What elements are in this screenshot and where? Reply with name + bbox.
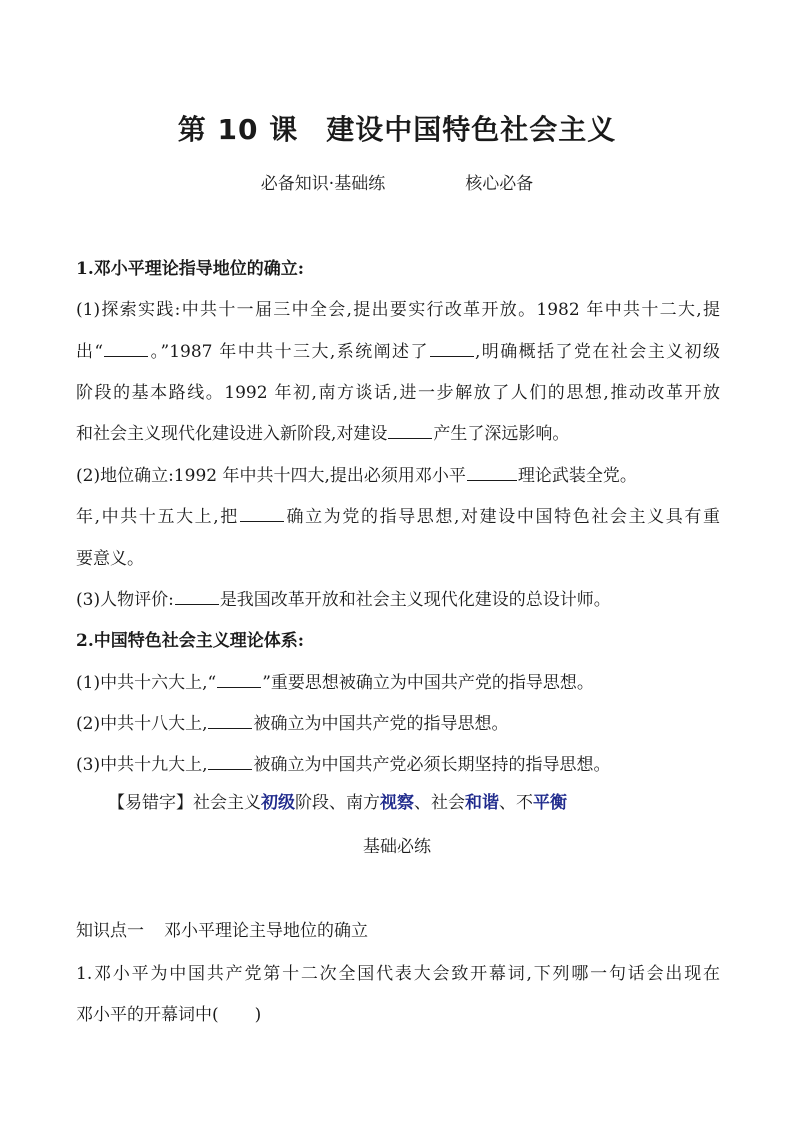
knowledge-point-label: 知识点一 xyxy=(76,921,144,941)
text-run: 出“ xyxy=(76,342,104,362)
text-run: ) xyxy=(254,1005,262,1025)
subtitle-left: 必备知识·基础练 xyxy=(260,174,386,194)
text-run: 产生了深远影响。 xyxy=(433,424,570,444)
fill-blank[interactable] xyxy=(240,507,284,522)
highlighted-word: 和谐 xyxy=(465,793,499,813)
text-run: (3)人物评价: xyxy=(76,590,174,610)
text-run: 阶段、南方 xyxy=(295,793,380,813)
fill-blank[interactable] xyxy=(217,673,261,688)
text-run: ,明确概括了党在社会主义初级 xyxy=(474,342,721,362)
section1-p2-line2 xyxy=(76,502,720,527)
highlighted-word: 视察 xyxy=(380,793,414,813)
text-run: 被确立为中国共产党必须长期坚持的指导思想。 xyxy=(253,755,611,775)
section1-p3 xyxy=(76,585,720,610)
text-run: 被确立为中国共产党的指导思想。 xyxy=(253,714,509,734)
section2-heading: 2.中国特色社会主义理论体系: xyxy=(76,631,305,651)
fill-blank[interactable] xyxy=(175,590,219,605)
section1-heading: 1.邓小平理论指导地位的确立: xyxy=(76,259,305,279)
text-run: 年,中共十五大上,把 xyxy=(76,507,239,527)
section1-p1-line3: 阶段的基本路线。1992 年初,南方谈话,进一步解放了人们的思想,推动改革开放 xyxy=(76,383,720,403)
text-run: 是我国改革开放和社会主义现代化建设的总设计师。 xyxy=(219,590,611,610)
question1-line1: 1.邓小平为中国共产党第十二次全国代表大会致开幕词,下列哪一句话会出现在 xyxy=(76,964,720,984)
text-run: 理论武装全党。 xyxy=(517,466,637,486)
text-run: 和社会主义现代化建设进入新阶段,对建设 xyxy=(76,424,388,444)
section1-p2-line1 xyxy=(76,461,720,486)
section1-p1-line1: (1)探索实践:中共十一届三中全会,提出要实行改革开放。1982 年中共十二大,提 xyxy=(76,300,720,320)
highlighted-word: 初级 xyxy=(261,793,295,813)
text-run: (1)中共十六大上,“ xyxy=(76,673,217,693)
lesson-number: 第 10 课 xyxy=(177,113,299,146)
fill-blank[interactable] xyxy=(388,424,432,439)
page-title xyxy=(0,108,794,148)
text-run: ”重要思想被确立为中国共产党的指导思想。 xyxy=(262,673,594,693)
section1-p2-line3: 要意义。 xyxy=(76,549,144,569)
fill-blank[interactable] xyxy=(104,342,148,357)
section1-p1-line4 xyxy=(76,419,720,444)
practice-header: 基础必练 xyxy=(363,837,431,857)
section2-item1 xyxy=(76,668,720,693)
knowledge-point-title xyxy=(76,916,720,941)
highlighted-word: 平衡 xyxy=(533,793,567,813)
fill-blank[interactable] xyxy=(467,466,517,481)
page-subtitle xyxy=(0,169,794,194)
text-run: (3)中共十九大上, xyxy=(76,755,208,775)
fill-blank[interactable] xyxy=(430,342,474,357)
fill-blank[interactable] xyxy=(208,755,252,770)
text-run: (2)地位确立:1992 年中共十四大,提出必须用邓小平 xyxy=(76,466,466,486)
subtitle-right: 核心必备 xyxy=(465,174,534,194)
section2-item2 xyxy=(76,709,720,734)
text-run: 邓小平的开幕词中( xyxy=(76,1005,219,1025)
text-run: (2)中共十八大上, xyxy=(76,714,208,734)
section2-item3 xyxy=(76,750,720,775)
common-mistakes-note xyxy=(108,788,567,813)
text-run: 。”1987 年中共十三大,系统阐述了 xyxy=(149,342,429,362)
section1-p1-line2 xyxy=(76,337,720,362)
knowledge-point-name: 邓小平理论主导地位的确立 xyxy=(164,921,368,941)
text-run: 确立为党的指导思想,对建设中国特色社会主义具有重 xyxy=(284,507,720,527)
question1-line2 xyxy=(76,1000,720,1025)
fill-blank[interactable] xyxy=(208,714,252,729)
text-run: 、社会 xyxy=(414,793,465,813)
text-run: 、不 xyxy=(499,793,533,813)
lesson-name: 建设中国特色社会主义 xyxy=(326,113,617,146)
text-run: 【易错字】社会主义 xyxy=(108,793,261,813)
